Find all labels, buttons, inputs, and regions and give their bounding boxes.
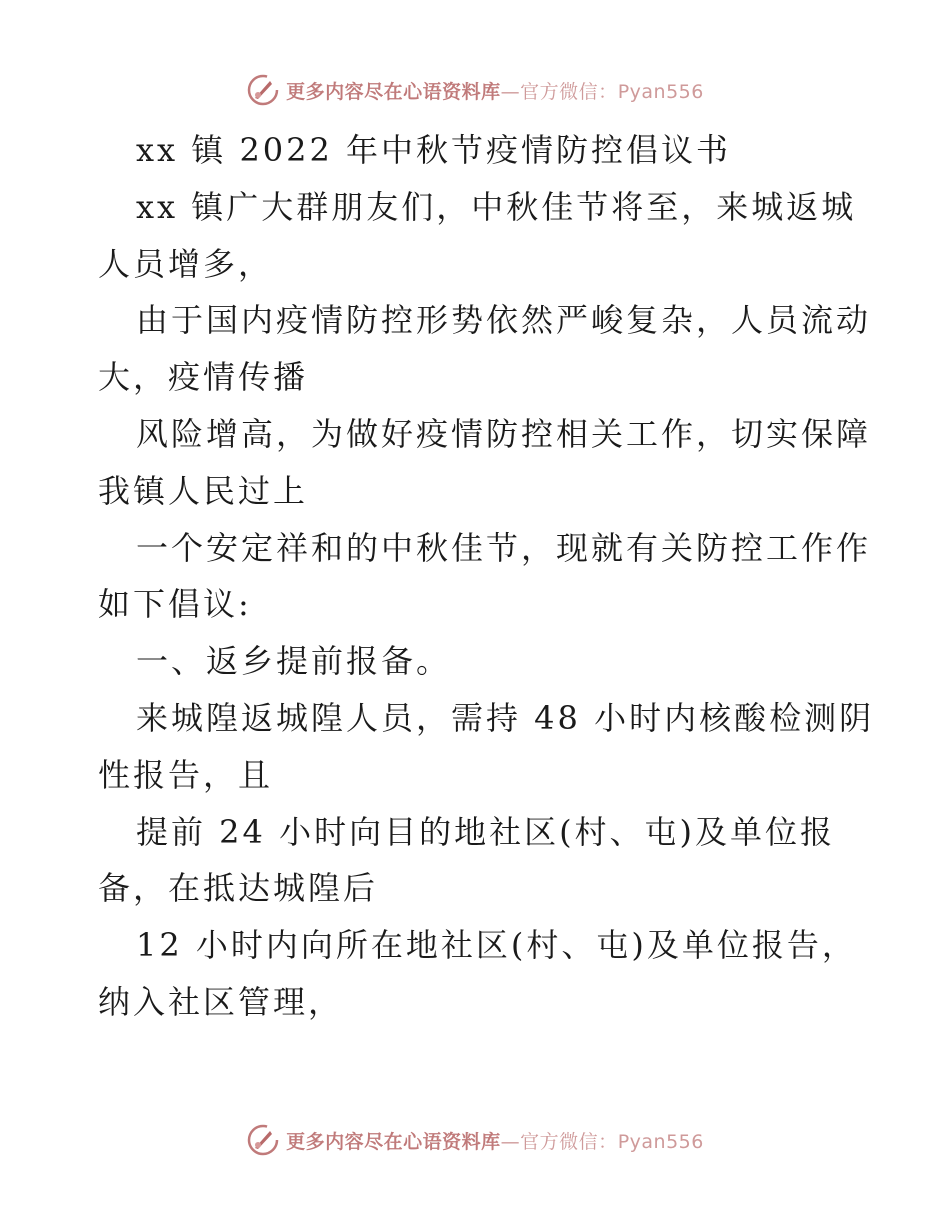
paragraph-line: 如下倡议: xyxy=(98,585,252,624)
paragraph-line: xx 镇广大群朋友们，中秋佳节将至，来城返城 xyxy=(136,187,857,226)
feather-pen-logo-icon xyxy=(246,1123,280,1157)
paragraph-line: 纳入社区管理， xyxy=(98,982,344,1021)
paragraph-line: 提前 24 小时向目的地社区(村、屯)及单位报 xyxy=(136,812,836,851)
watermark-text: 更多内容尽在心语资料库—官方微信：Pyan556 xyxy=(286,1130,704,1153)
paragraph-line: 备，在抵达城隍后 xyxy=(98,869,379,908)
document-title: xx 镇 2022 年中秋节疫情防控倡议书 xyxy=(136,131,732,169)
paragraph-line: 性报告，且 xyxy=(98,755,274,794)
paragraph-line: 一、返乡提前报备。 xyxy=(136,642,452,681)
paragraph-line: 来城隍返城隍人员，需持 48 小时内核酸检测阴 xyxy=(136,698,875,737)
footer-watermark xyxy=(0,1122,950,1158)
paragraph-line: 我镇人民过上 xyxy=(98,471,309,510)
document-body xyxy=(98,122,875,1031)
watermark-text: 更多内容尽在心语资料库—官方微信：Pyan556 xyxy=(286,80,704,103)
paragraph-line: 人员增多， xyxy=(98,244,274,283)
paragraph-line: 一个安定祥和的中秋佳节，现就有关防控工作作 xyxy=(136,528,872,567)
header-watermark xyxy=(0,72,950,108)
paragraph-line: 大，疫情传播 xyxy=(98,358,309,397)
paragraph-line: 12 小时内向所在地社区(村、屯)及单位报告， xyxy=(136,926,857,965)
paragraph-line: 由于国内疫情防控形势依然严峻复杂，人员流动 xyxy=(136,301,872,340)
feather-pen-logo-icon xyxy=(246,73,280,107)
paragraph-line: 风险增高，为做好疫情防控相关工作，切实保障 xyxy=(136,414,872,453)
